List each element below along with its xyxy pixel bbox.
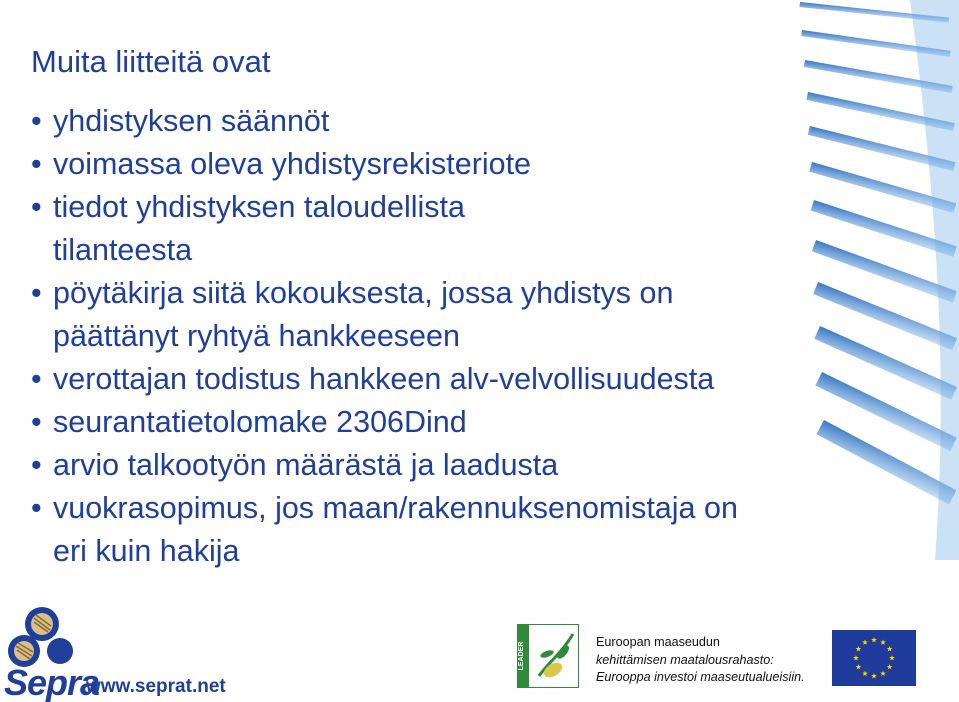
bullet-marker: • [31,276,42,310]
bullet-item: • verottajan todistus hankkeen alv-velvollisuudesta [31,357,714,401]
leader-logo-icon [517,624,579,688]
bullet-item-continuation: eri kuin hakija [53,534,240,568]
bullet-marker: • [31,147,42,181]
bullet-marker: • [31,362,42,396]
sepra-website-link[interactable]: www.seprat.net [86,676,226,697]
eu-text-line: Eurooppa investoi maaseutualueisiin. [596,670,805,684]
bullet-item: • pöytäkirja siitä kokouksesta, jossa yhdistys on [31,271,673,315]
bullet-item: • yhdistyksen säännöt [31,99,329,143]
bullet-marker: • [31,104,42,138]
bullet-item-continuation: päättänyt ryhtyä hankkeeseen [53,319,460,353]
decorative-swoosh-icon [760,0,959,560]
bullet-item: • tiedot yhdistyksen taloudellista [31,185,465,229]
bullet-item-continuation: tilanteesta [53,233,193,267]
bullet-marker: • [31,190,42,224]
sepra-logo-text: Sepra [4,662,100,702]
bullet-item: • seurantatietolomake 2306Dind [31,400,467,444]
bullet-item: • vuokrasopimus, jos maan/rakennuksenomistaja on [31,486,738,530]
slide-title: Muita liitteitä ovat [31,44,271,79]
leader-logo-text: LEADER [518,641,525,671]
eu-text-line: Euroopan maaseudun [596,635,720,649]
bullet-item: • arvio talkootyön määrästä ja laadusta [31,443,558,487]
bullet-marker: • [31,448,42,482]
eu-flag-icon [832,630,916,686]
eu-fund-text [596,634,826,687]
eu-text-line: kehittämisen maatalousrahasto: [596,652,774,667]
bullet-item: • voimassa oleva yhdistysrekisteriote [31,142,531,186]
bullet-marker: • [31,405,42,439]
bullet-marker: • [31,491,42,525]
